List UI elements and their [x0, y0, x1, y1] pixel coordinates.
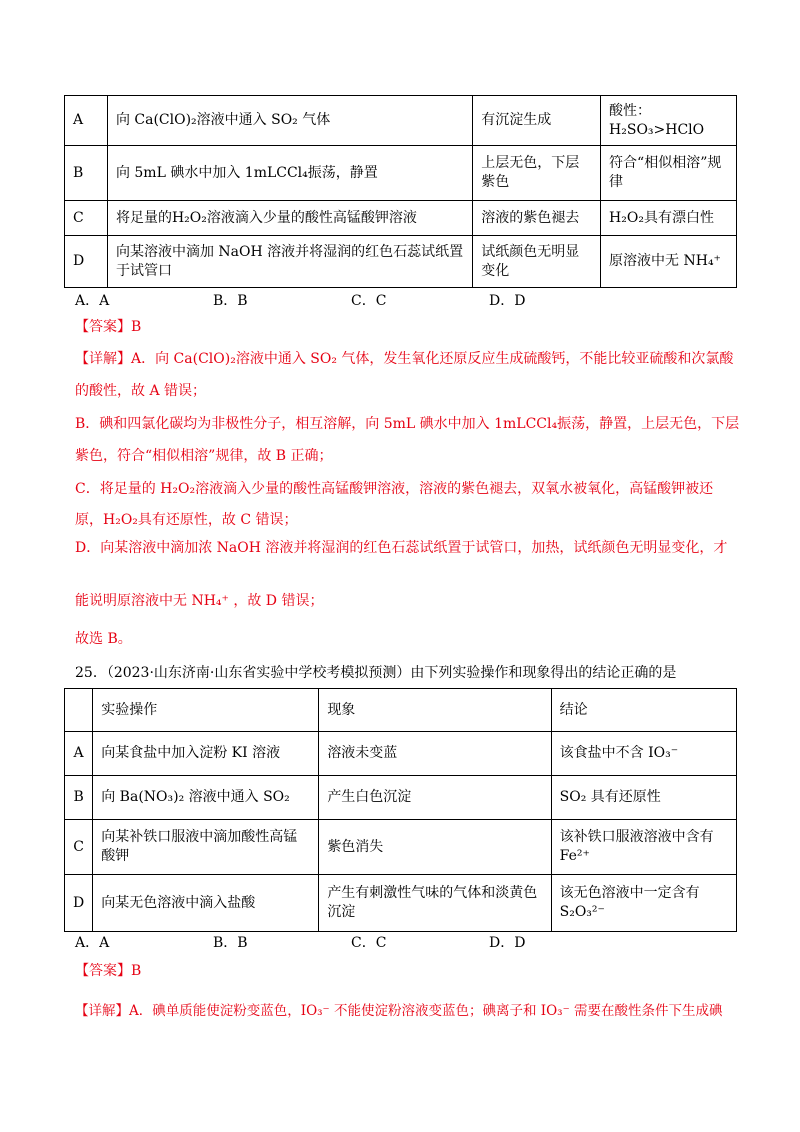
option-d[interactable]: D．D	[489, 293, 526, 309]
phenomenon-cell: 有沉淀生成	[473, 96, 601, 146]
phenomenon-cell: 紫色消失	[319, 820, 551, 875]
table-row	[65, 820, 737, 875]
option-b[interactable]: B．B	[213, 293, 248, 309]
phenomenon-cell: 溶液未变蓝	[319, 732, 551, 776]
row-label: D	[65, 875, 93, 932]
table-row	[65, 201, 737, 236]
question24-options	[75, 290, 735, 310]
phenomenon-cell: 试纸颜色无明显变化	[473, 236, 601, 288]
answer-label: 【答案】B	[75, 963, 142, 979]
explanation-line: D．向某溶液中滴加浓 NaOH 溶液并将湿润的红色石蕊试纸置于试管口，加热，试纸颜色无明显变化，才	[75, 540, 728, 556]
conclusion-cell: 符合“相似相溶”规律	[601, 146, 737, 201]
operation-cell: 将足量的H₂O₂溶液滴入少量的酸性高锰酸钾溶液	[107, 201, 472, 236]
row-label: D	[65, 236, 108, 288]
explanation-line: B．碘和四氯化碳均为非极性分子，相互溶解，向 5mL 碘水中加入 1mLCCl₄振荡，静置，上层无色，下层	[75, 416, 740, 432]
question24-table	[64, 95, 737, 288]
conclusion-cell: SO₂ 具有还原性	[551, 776, 736, 820]
conclusion-cell: 原溶液中无 NH₄⁺	[601, 236, 737, 288]
table-row	[65, 875, 737, 932]
table-row	[65, 236, 737, 288]
table-header-row	[65, 689, 737, 732]
option-a[interactable]: A．A	[75, 293, 110, 309]
operation-cell: 向 Ba(NO₃)₂ 溶液中通入 SO₂	[93, 776, 319, 820]
conclusion-cell: 该补铁口服液溶液中含有 Fe²⁺	[551, 820, 736, 875]
conclusion-cell: 该食盐中不含 IO₃⁻	[551, 732, 736, 776]
option-d[interactable]: D．D	[489, 935, 526, 951]
table-row	[65, 96, 737, 146]
explanation-line: 故选 B。	[75, 631, 132, 647]
answer-label: 【答案】B	[75, 319, 142, 335]
table-row	[65, 146, 737, 201]
row-label: A	[65, 96, 108, 146]
row-label: C	[65, 820, 93, 875]
explanation-line: 原，H₂O₂具有还原性，故 C 错误；	[75, 512, 298, 528]
phenomenon-cell: 产生有刺激性气味的气体和淡黄色沉淀	[319, 875, 551, 932]
explanation-line: C．将足量的 H₂O₂溶液滴入少量的酸性高锰酸钾溶液，溶液的紫色褪去，双氧水被氧化，高锰酸钾被还	[75, 481, 714, 497]
conclusion-cell: H₂O₂具有漂白性	[601, 201, 737, 236]
phenomenon-cell: 产生白色沉淀	[319, 776, 551, 820]
option-b[interactable]: B．B	[213, 935, 248, 951]
option-c[interactable]: C．C	[351, 935, 387, 951]
explanation-line: 紫色，符合“相似相溶”规律，故 B 正确；	[75, 448, 333, 464]
header-phenomenon: 现象	[319, 689, 551, 732]
row-label: B	[65, 146, 108, 201]
header-operation: 实验操作	[93, 689, 319, 732]
operation-cell: 向某无色溶液中滴入盐酸	[93, 875, 319, 932]
row-label: A	[65, 732, 93, 776]
question25-table	[64, 688, 737, 932]
operation-cell: 向某溶液中滴加 NaOH 溶液并将湿润的红色石蕊试纸置于试管口	[107, 236, 472, 288]
phenomenon-cell: 上层无色，下层紫色	[473, 146, 601, 201]
row-label: C	[65, 201, 108, 236]
option-a[interactable]: A．A	[75, 935, 110, 951]
header-empty	[65, 689, 93, 732]
operation-cell: 向某补铁口服液中滴加酸性高锰酸钾	[93, 820, 319, 875]
operation-cell: 向 5mL 碘水中加入 1mLCCl₄振荡，静置	[107, 146, 472, 201]
option-c[interactable]: C．C	[351, 293, 387, 309]
question25-options	[75, 932, 735, 952]
operation-cell: 向某食盐中加入淀粉 KI 溶液	[93, 732, 319, 776]
conclusion-cell: 酸性：H₂SO₃>HClO	[601, 96, 737, 146]
phenomenon-cell: 溶液的紫色褪去	[473, 201, 601, 236]
operation-cell: 向 Ca(ClO)₂溶液中通入 SO₂ 气体	[107, 96, 472, 146]
explanation-line: 的酸性，故 A 错误；	[75, 383, 207, 399]
conclusion-cell: 该无色溶液中一定含有 S₂O₃²⁻	[551, 875, 736, 932]
table-row	[65, 732, 737, 776]
explanation-line: 能说明原溶液中无 NH₄⁺ ，故 D 错误；	[75, 593, 324, 609]
header-conclusion: 结论	[551, 689, 736, 732]
explanation-line: 【详解】A．向 Ca(ClO)₂溶液中通入 SO₂ 气体，发生氧化还原反应生成硫酸钙，不能比较亚硫酸和次氯酸	[75, 351, 734, 367]
question25-stem: 25．（2023·山东济南·山东省实验中学校考模拟预测）由下列实验操作和现象得出的结论正确的是	[75, 665, 677, 681]
row-label: B	[65, 776, 93, 820]
explanation-line: 【详解】A．碘单质能使淀粉变蓝色，IO₃⁻ 不能使淀粉溶液变蓝色；碘离子和 IO₃⁻ 需要在酸性条件下生成碘	[75, 1003, 723, 1019]
table-row	[65, 776, 737, 820]
